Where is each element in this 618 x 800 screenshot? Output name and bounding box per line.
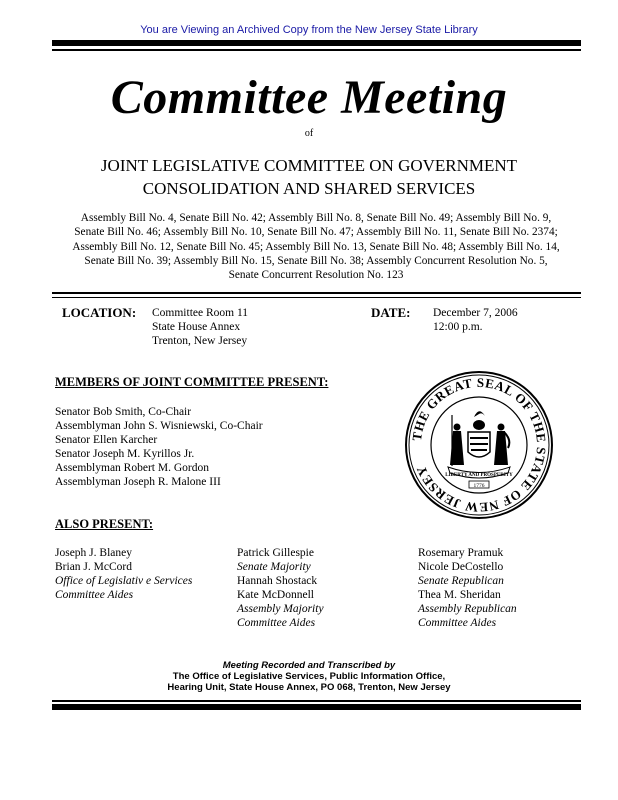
members-heading: MEMBERS OF JOINT COMMITTEE PRESENT:	[55, 375, 329, 389]
staff-name: Thea M. Sheridan	[418, 589, 501, 601]
location-line: Trenton, New Jersey	[152, 335, 248, 347]
member-name: Senator Joseph M. Kyrillos Jr.	[55, 448, 195, 460]
date-value	[433, 306, 518, 334]
staff-office: Committee Aides	[418, 617, 497, 629]
staff-name: Rosemary Pramuk	[418, 547, 504, 559]
footer-line: Meeting Recorded and Transcribed by	[222, 660, 396, 671]
mid-rule-thick	[52, 292, 581, 294]
svg-text:THE GREAT SEAL OF THE STATE OF: THE GREAT SEAL OF THE STATE OF NEW JERSEY	[409, 374, 550, 516]
staff-name: Nicole DeCostello	[418, 561, 504, 573]
bill-line: Assembly Bill No. 12, Senate Bill No. 45; Assembly Bill No. 13, Senate Bill No. 48; Assembly Bill No. 14,	[72, 240, 560, 253]
top-rule-thin	[52, 49, 581, 51]
location-label: LOCATION:	[62, 305, 137, 320]
committee-name-line: CONSOLIDATION AND SHARED SERVICES	[142, 179, 476, 198]
transcription-footer	[0, 660, 618, 693]
bill-line: Senate Concurrent Resolution No. 123	[228, 269, 404, 282]
staff-office: Assembly Republican	[418, 603, 517, 615]
staff-name: Brian J. McCord	[55, 561, 132, 573]
also-present-col-3	[418, 546, 517, 630]
location-line: State House Annex	[152, 321, 241, 333]
staff-office: Committee Aides	[55, 589, 134, 601]
date-label: DATE:	[371, 305, 411, 320]
location-line: Committee Room 11	[152, 307, 249, 319]
committee-name-line: JOINT LEGISLATIVE COMMITTEE ON GOVERNMENT	[100, 156, 518, 175]
staff-office: Assembly Majority	[237, 603, 324, 615]
bill-line: Senate Bill No. 39; Assembly Bill No. 15, Senate Bill No. 38; Assembly Concurrent Resolution No. 5,	[84, 254, 548, 267]
footer-line: Hearing Unit, State House Annex, PO 068, Trenton, New Jersey	[167, 682, 451, 693]
staff-name: Hannah Shostack	[237, 575, 318, 587]
date-line: December 7, 2006	[433, 307, 518, 319]
member-name: Assemblyman Joseph R. Malone III	[55, 476, 221, 488]
also-present-col-1	[55, 546, 192, 602]
member-name: Senator Ellen Karcher	[55, 434, 158, 446]
staff-name: Joseph J. Blaney	[55, 547, 132, 559]
staff-name: Kate McDonnell	[237, 589, 314, 601]
seal-year-text: 1776	[473, 483, 485, 489]
member-name: Assemblyman John S. Wisniewski, Co-Chair	[55, 420, 263, 432]
page-title: Committee Meeting	[110, 71, 508, 124]
date-line: 12:00 p.m.	[433, 321, 483, 333]
bottom-rule-thick	[52, 704, 581, 710]
member-name: Senator Bob Smith, Co-Chair	[55, 406, 192, 418]
staff-office: Committee Aides	[237, 617, 316, 629]
bill-list	[54, 211, 578, 282]
also-present-col-2	[237, 546, 324, 630]
footer-line: The Office of Legislative Services, Public Information Office,	[172, 671, 446, 682]
seal-ribbon-text: LIBERTY AND PROSPERITY	[445, 473, 513, 478]
also-present-heading: ALSO PRESENT:	[55, 517, 154, 531]
bill-line: Senate Bill No. 46; Assembly Bill No. 10, Senate Bill No. 47; Assembly Bill No. 11, Senate Bill No. 2374;	[74, 226, 558, 239]
state-seal-icon	[404, 370, 554, 520]
archive-banner: You are Viewing an Archived Copy from the New Jersey State Library	[140, 24, 478, 36]
mid-rule-thin	[52, 297, 581, 298]
staff-office: Senate Majority	[237, 561, 311, 573]
staff-name: Patrick Gillespie	[237, 547, 314, 559]
location-value	[152, 306, 248, 348]
staff-office: Office of Legislativ e Services	[55, 575, 193, 587]
bottom-rule-thin	[52, 700, 581, 702]
committee-name	[0, 154, 618, 200]
bill-line: Assembly Bill No. 4, Senate Bill No. 42; Assembly Bill No. 8, Senate Bill No. 49; Assembly Bill No. 9,	[80, 212, 552, 224]
staff-office: Senate Republican	[418, 575, 504, 587]
members-list	[55, 405, 263, 489]
member-name: Assemblyman Robert M. Gordon	[55, 462, 209, 474]
of-text: of	[304, 128, 314, 139]
top-rule-thick	[52, 40, 581, 46]
